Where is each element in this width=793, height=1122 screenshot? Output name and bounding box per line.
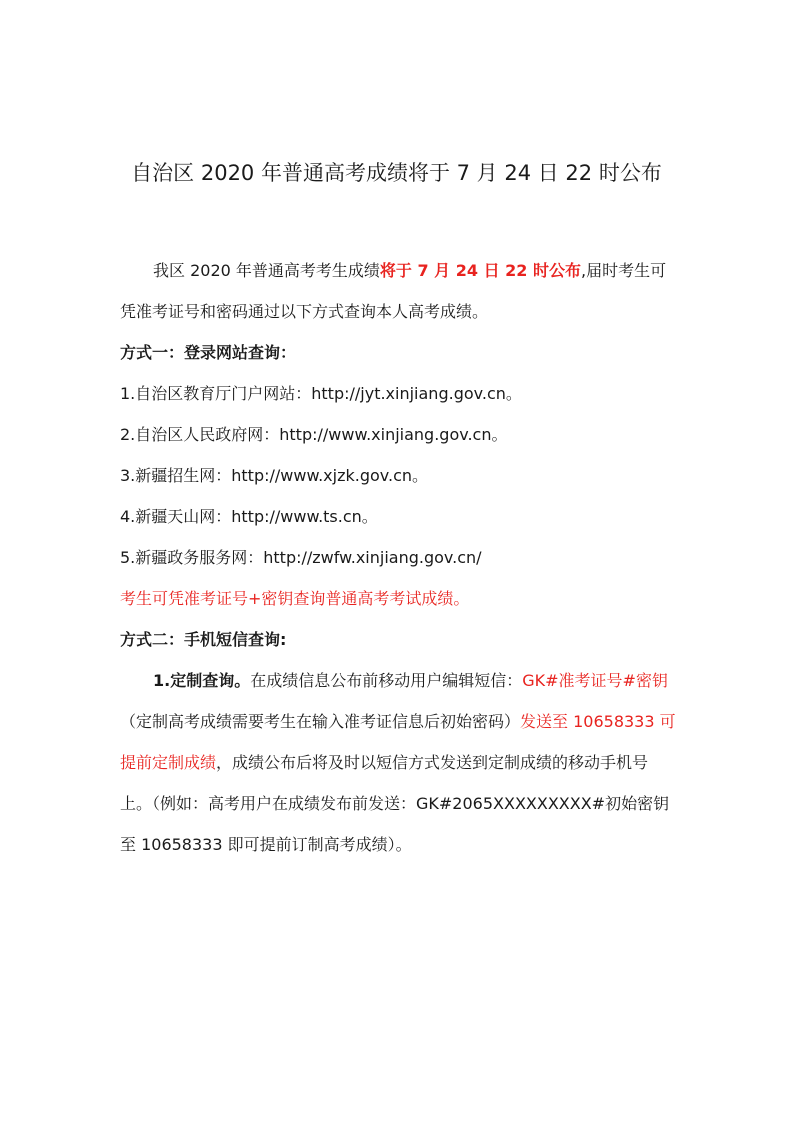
document-body <box>120 250 680 865</box>
method-two-text-1: 在成绩信息公布前移动用户编辑短信： <box>250 671 523 690</box>
intro-text-after: ,届时考生可凭准考证号和密码通过以下方式查询本人高考成绩。 <box>120 261 667 321</box>
method-two-text-2: （定制高考成绩需要考生在输入准考证信息后初始密码） <box>120 712 521 731</box>
site-item-2: 2.自治区人民政府网：http://www.xinjiang.gov.cn。 <box>120 425 508 444</box>
method-two-paragraph <box>120 660 680 865</box>
method-one-heading: 方式一：登录网站查询： <box>120 343 297 362</box>
method-two-send-to: 发送至 10658333 可提前定制成绩 <box>120 712 676 772</box>
method-two-heading: 方式二：手机短信查询: <box>120 630 287 649</box>
intro-text-before: 我区 2020 年普通高考考生成绩 <box>153 261 380 280</box>
site-item-5: 5.新疆政务服务网：http://zwfw.xinjiang.gov.cn/ <box>120 548 482 567</box>
intro-paragraph <box>120 250 680 332</box>
page-title: 自治区 2020 年普通高考成绩将于 7 月 24 日 22 时公布 <box>131 161 662 185</box>
method-two-sms-format: GK#准考证号#密钥 <box>522 671 668 690</box>
intro-highlight: 将于 7 月 24 日 22 时公布 <box>379 261 581 280</box>
method-one-note: 考生可凭准考证号+密钥查询普通高考考试成绩。 <box>120 589 470 608</box>
site-item-3: 3.新疆招生网：http://www.xjzk.gov.cn。 <box>120 466 429 485</box>
method-two-item-label: 1.定制查询。 <box>153 671 251 690</box>
site-item-4: 4.新疆天山网：http://www.ts.cn。 <box>120 507 378 526</box>
site-item-1: 1.自治区教育厅门户网站：http://jyt.xinjiang.gov.cn。 <box>120 384 522 403</box>
method-two-text-3: ，成绩公布后将及时以短信方式发送到定制成绩的移动手机号上。（例如：高考用户在成绩发布前发送：GK#2065XXXXXXXXX#初始密钥至 10658333 即可提前订制高考成绩）。 <box>120 753 670 854</box>
